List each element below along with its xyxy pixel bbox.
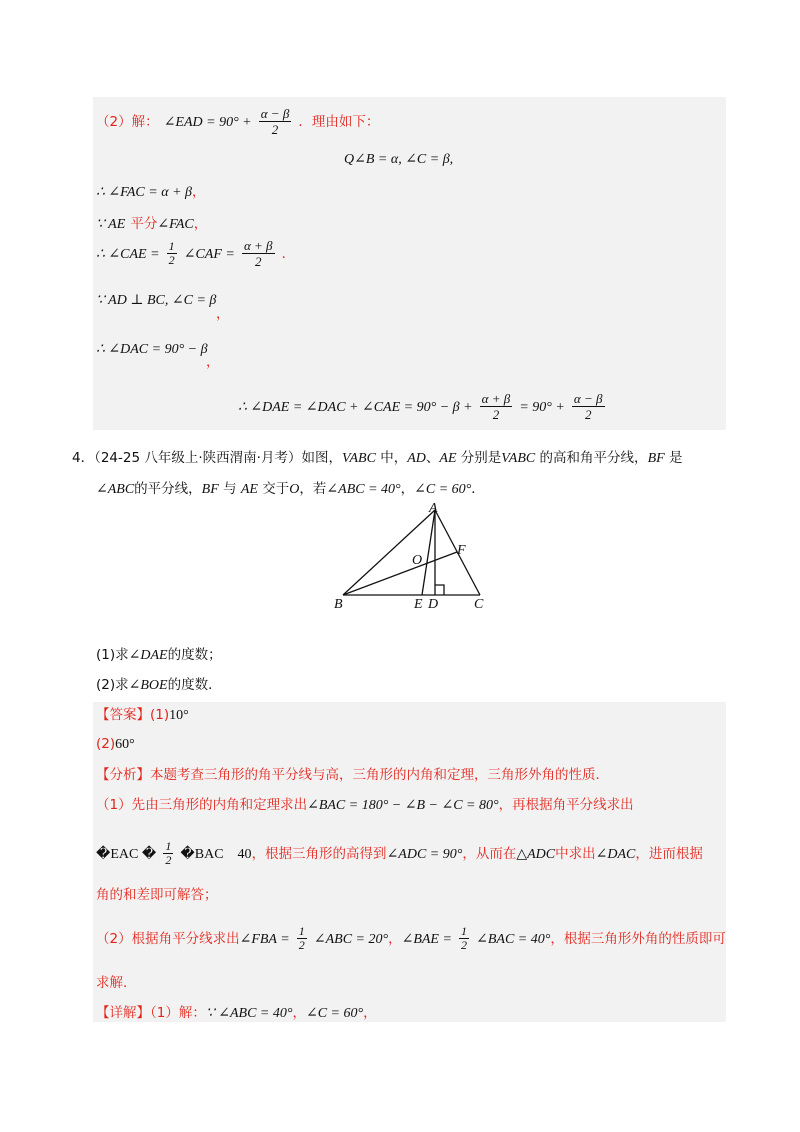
segment-bf	[343, 552, 457, 595]
label-d: D	[428, 597, 439, 612]
triangle-figure	[330, 500, 500, 615]
answer-line2: (2)60°	[96, 736, 135, 752]
part2-line-claim: （2）解： ∠EAD = 90° + $\frac{\alpha - \beta}{2}$ ．理由如下：	[96, 106, 380, 137]
part2-final: ∴ ∠DAE = ∠DAC + ∠CAE = 90° − β + $\frac{\alpha + \beta}{2}$ = 90° + $\frac{\alpha - \beta}{2}$	[238, 391, 603, 422]
part2-line2: ∵ AE 平分∠FAC，	[96, 216, 208, 232]
label-a: A	[429, 501, 438, 516]
part2-line1: ∴ ∠FAC = α + β，	[96, 184, 206, 200]
analysis-p2: �EAC � $\frac{1}{2}$ �BAC 40，根据三角形的高得到∠ADC = 90°，从而在△ADC中求出∠DAC，进而根据	[96, 839, 703, 867]
fraction: $\frac{\alpha - \beta}{2}$	[260, 106, 290, 137]
detail-line: 【详解】（1）解：∵ ∠ABC = 40°，∠C = 60°，	[96, 1005, 377, 1021]
segment-ae	[422, 510, 435, 595]
part2-given: Q∠B = α, ∠C = β,	[344, 152, 454, 167]
right-angle-mark	[435, 585, 444, 595]
answer-line1: 【答案】(1)10°	[96, 707, 189, 723]
part2-line5-end: ，	[206, 354, 220, 370]
question-4-line1: 4．（24-25 八年级上·陕西渭南·月考）如图，VABC 中，AD、AE 分别是VABC 的高和角平分线，BF 是	[72, 450, 683, 466]
analysis-p4: （2）根据角平分线求出∠FBA = $\frac{1}{2}$ ∠ABC = 20°，∠BAE = $\frac{1}{2}$ ∠BAC = 40°，根据三角形外角的性质即可	[96, 924, 726, 952]
subquestion-1: (1)求∠DAE的度数；	[96, 647, 222, 663]
label-b: B	[334, 597, 343, 612]
label-o: O	[412, 553, 423, 568]
label-f: F	[457, 543, 466, 558]
part2-line4: ∵ AD ⊥ BC, ∠C = β	[96, 293, 217, 308]
analysis-line: 【分析】本题考查三角形的角平分线与高，三角形的内角和定理，三角形外角的性质．	[96, 767, 609, 783]
part2-line5: ∴ ∠DAC = 90° − β	[96, 342, 208, 357]
part2-line3: ∴ ∠CAE = $\frac{1}{2}$ ∠CAF = $\frac{\alpha + \beta}{2}$ ．	[96, 238, 296, 269]
analysis-p3: 角的和差即可解答；	[96, 887, 218, 903]
part2-line4-end: ，	[216, 306, 230, 322]
subquestion-2: (2)求∠BOE的度数．	[96, 677, 222, 693]
analysis-p1: （1）先由三角形的内角和定理求出∠BAC = 180° − ∠B − ∠C = 80°，再根据角平分线求出	[96, 797, 634, 813]
question-4-line2: ∠ABC的平分线，BF 与 AE 交于O，若∠ABC = 40°，∠C = 60°．	[96, 481, 485, 497]
label-e: E	[414, 597, 423, 612]
analysis-p5: 求解．	[96, 975, 137, 991]
label-c: C	[474, 597, 484, 612]
